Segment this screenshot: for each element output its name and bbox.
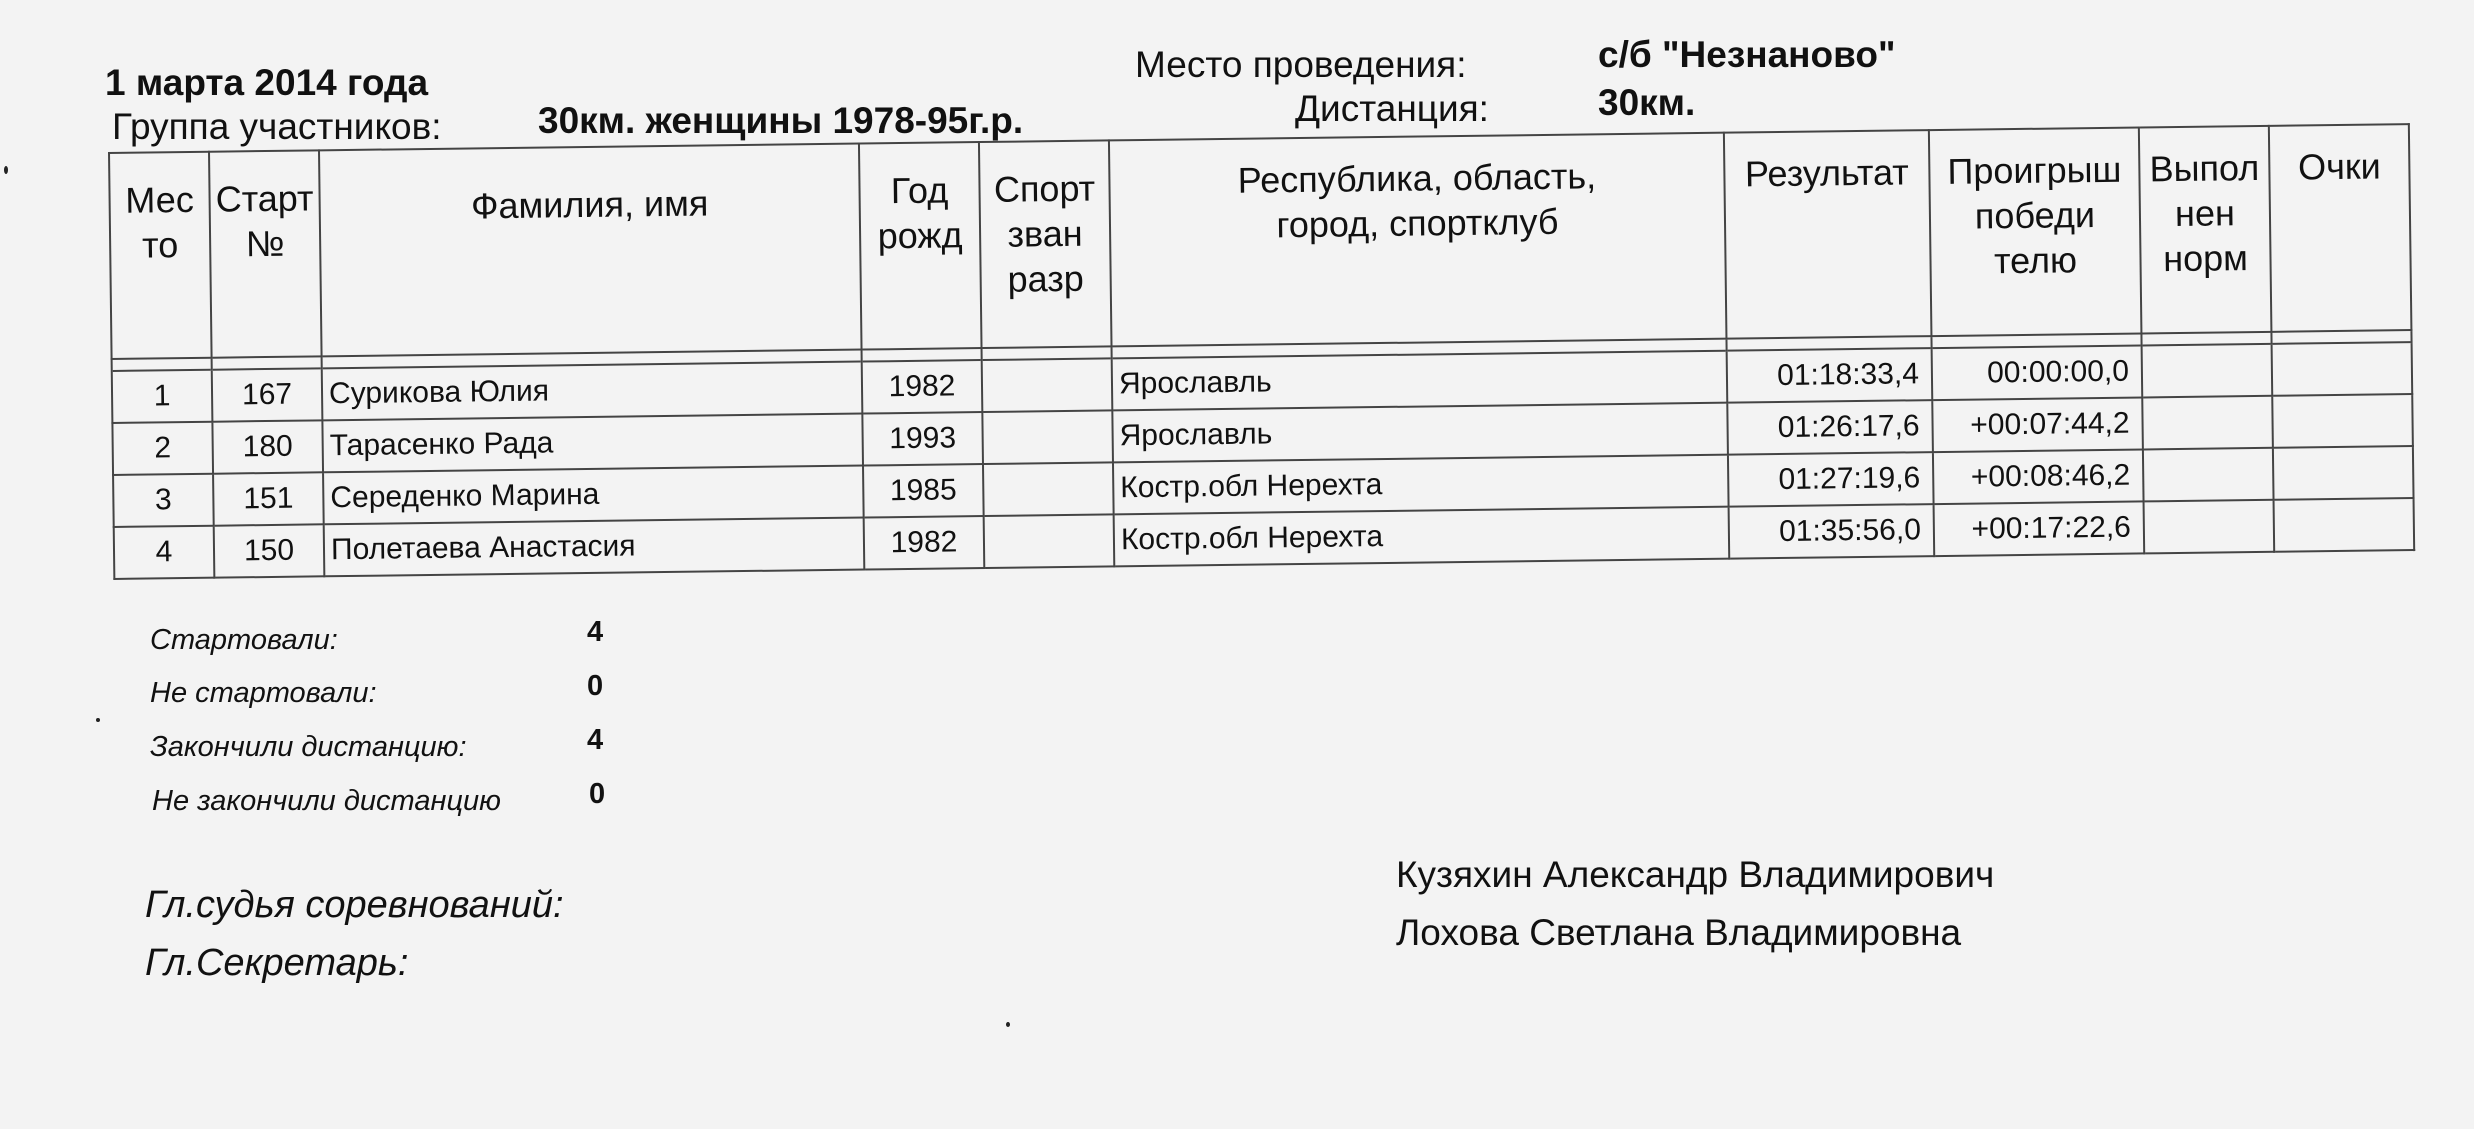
col-header-norm: Выпол нен норм — [2139, 126, 2272, 334]
col-header-bib: Старт № — [209, 150, 322, 357]
table-header-row — [109, 124, 2411, 359]
cell-region: Костр.обл Нерехта — [1113, 455, 1729, 515]
cell-sport-rank — [982, 411, 1113, 465]
scan-speck — [1006, 1022, 1010, 1027]
cell-result: 01:35:56,0 — [1729, 504, 1935, 559]
cell-region: Ярославль — [1112, 403, 1728, 463]
cell-points — [2273, 446, 2414, 500]
stat-started-label: Стартовали: — [150, 624, 338, 656]
venue-value: с/б "Незнаново" — [1598, 34, 1896, 75]
cell-result: 01:27:19,6 — [1728, 452, 1934, 506]
cell-region: Костр.обл Нерехта — [1114, 507, 1730, 567]
scan-speck — [4, 166, 8, 174]
cell-birth-year: 1982 — [862, 360, 983, 413]
competition-date: 1 марта 2014 года — [105, 62, 429, 103]
col-header-sport-rank: Спорт зван разр — [979, 140, 1112, 348]
group-label: Группа участников: — [112, 106, 442, 147]
cell-points — [2272, 394, 2413, 448]
group-value: 30км. женщины 1978-95г.р. — [538, 100, 1024, 141]
cell-behind: +00:17:22,6 — [1934, 502, 2145, 557]
chief-secretary-name: Лохова Светлана Владимировна — [1396, 912, 1962, 953]
cell-bib: 167 — [212, 369, 323, 422]
cell-sport-rank — [982, 359, 1113, 413]
col-header-points: Очки — [2269, 124, 2412, 332]
col-header-region: Республика, область, город, спортклуб — [1109, 133, 1727, 347]
cell-place: 3 — [113, 474, 214, 527]
cell-sport-rank — [983, 463, 1114, 517]
results-table — [108, 123, 2415, 580]
cell-bib: 180 — [212, 421, 323, 474]
cell-birth-year: 1993 — [862, 412, 983, 465]
stat-not-started-label: Не стартовали: — [150, 677, 377, 709]
cell-sport-rank — [984, 514, 1115, 568]
col-header-birth-year: Год рожд — [859, 142, 982, 349]
cell-name: Середенко Марина — [323, 466, 864, 525]
cell-norm — [2142, 396, 2273, 450]
stat-started-value: 4 — [587, 616, 604, 648]
stat-finished-value: 4 — [587, 724, 604, 756]
col-header-name: Фамилия, имя — [319, 144, 862, 357]
stat-not-finished-label: Не закончили дистанцию — [152, 785, 501, 817]
cell-norm — [2143, 448, 2274, 502]
venue-label: Место проведения: — [1135, 44, 1467, 85]
stat-not-started-value: 0 — [587, 670, 604, 702]
cell-place: 2 — [112, 422, 213, 475]
chief-judge-label: Гл.судья соревнований: — [145, 884, 564, 926]
stat-finished-label: Закончили дистанцию: — [150, 731, 467, 763]
scan-speck — [96, 718, 100, 722]
cell-place: 4 — [114, 526, 215, 579]
col-header-place: Мес то — [109, 152, 212, 359]
cell-points — [2272, 343, 2413, 397]
cell-name: Сурикова Юлия — [322, 362, 863, 421]
cell-behind: +00:07:44,2 — [1932, 398, 2143, 453]
cell-behind: 00:00:00,0 — [1932, 346, 2143, 401]
cell-name: Полетаева Анастасия — [324, 518, 865, 577]
cell-birth-year: 1982 — [864, 516, 985, 569]
distance-value: 30км. — [1598, 82, 1696, 123]
col-header-behind: Проигрыш победи телю — [1929, 127, 2142, 336]
cell-result: 01:18:33,4 — [1727, 349, 1933, 403]
cell-norm — [2144, 500, 2275, 554]
cell-result: 01:26:17,6 — [1727, 400, 1933, 454]
cell-bib: 151 — [213, 473, 324, 526]
cell-norm — [2142, 344, 2273, 398]
cell-name: Тарасенко Рада — [322, 414, 863, 473]
cell-region: Ярославль — [1112, 351, 1728, 411]
cell-birth-year: 1985 — [863, 464, 984, 517]
cell-points — [2274, 498, 2415, 552]
cell-behind: +00:08:46,2 — [1933, 450, 2144, 505]
distance-label: Дистанция: — [1295, 88, 1489, 129]
col-header-result: Результат — [1724, 130, 1932, 339]
chief-judge-name: Кузяхин Александр Владимирович — [1396, 854, 1995, 895]
chief-secretary-label: Гл.Секретарь: — [145, 942, 409, 984]
stat-not-finished-value: 0 — [589, 778, 606, 810]
cell-bib: 150 — [214, 524, 325, 577]
cell-place: 1 — [112, 370, 213, 423]
